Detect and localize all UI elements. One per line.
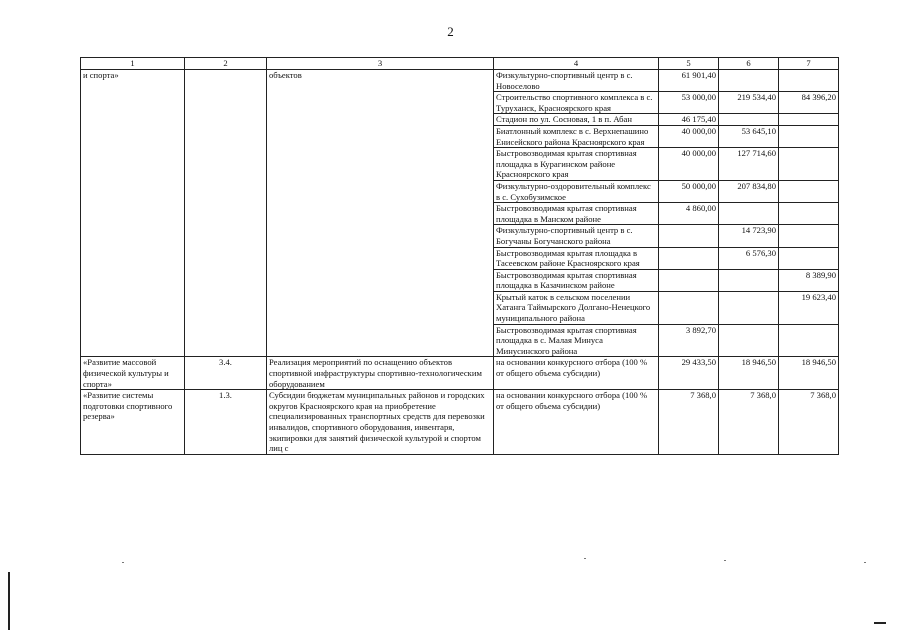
object-cell: Физкультурно-спортивный центр в с. Новоселово: [494, 70, 659, 92]
amount-col5: [659, 269, 719, 291]
amount-col7: [779, 114, 839, 126]
amount-col6: [719, 70, 779, 92]
amount-col5: [659, 247, 719, 269]
activity-cell: объектов: [267, 70, 494, 357]
object-cell: Крытый каток в сельском поселении Хатанга Таймырского Долгано-Ненецкого муниципального района: [494, 291, 659, 324]
scan-dot: [864, 562, 866, 563]
object-cell: Стадион по ул. Сосновая, 1 в п. Абан: [494, 114, 659, 126]
item-code-cell: [185, 70, 267, 357]
column-header-6: 6: [719, 58, 779, 70]
header-row: [81, 58, 839, 70]
amount-col5: 3 892,70: [659, 324, 719, 357]
amount-col7: [779, 324, 839, 357]
amount-col5: [659, 291, 719, 324]
selection-basis-cell: на основании конкурсного отбора (100 % от общего объема субсидии): [494, 357, 659, 390]
amount-col6: 18 946,50: [719, 357, 779, 390]
column-header-5: 5: [659, 58, 719, 70]
object-cell: Быстровозводимая крытая спортивная площадка в с. Малая Минуса Минусинского района: [494, 324, 659, 357]
scan-dot: [724, 560, 726, 561]
scan-edge-mark: [874, 622, 886, 624]
column-header-1: 1: [81, 58, 185, 70]
object-cell: Быстровозводимая крытая спортивная площадка в Курагинском районе Красноярского края: [494, 148, 659, 181]
activity-cell: Реализация мероприятий по оснащению объектов спортивной инфраструктуры спортивно-технологическим оборудованием: [267, 357, 494, 390]
program-cell: «Развитие системы подготовки спортивного резерва»: [81, 390, 185, 455]
table-row: [81, 70, 839, 92]
program-cell: «Развитие массовой физической культуры и спорта»: [81, 357, 185, 390]
table-row: [81, 357, 839, 390]
amount-col5: 46 175,40: [659, 114, 719, 126]
amount-col6: [719, 324, 779, 357]
amount-col7: [779, 225, 839, 247]
amount-col7: 84 396,20: [779, 92, 839, 114]
amount-col7: 8 389,90: [779, 269, 839, 291]
table-row: [81, 390, 839, 455]
amount-col7: [779, 203, 839, 225]
amount-col5: [659, 225, 719, 247]
item-code-cell: 1.3.: [185, 390, 267, 455]
activity-cell: Субсидии бюджетам муниципальных районов и городских округов Красноярского края на приобретение специализированных транспортных средств для перевозки инвалидов, спортивного оборудования, инвентаря, экипировки для занятий физической культурой и спортом лиц с: [267, 390, 494, 455]
amount-col6: 6 576,30: [719, 247, 779, 269]
amount-col5: 4 860,00: [659, 203, 719, 225]
object-cell: Физкультурно-оздоровительный комплекс в с. Сухобузимское: [494, 180, 659, 202]
amount-col7: 19 623,40: [779, 291, 839, 324]
amount-col7: 7 368,0: [779, 390, 839, 455]
amount-col6: [719, 114, 779, 126]
amount-col7: [779, 70, 839, 92]
amount-col5: 61 901,40: [659, 70, 719, 92]
object-cell: Физкультурно-спортивный центр в с. Богучаны Богучанского района: [494, 225, 659, 247]
scan-dot: [584, 558, 586, 559]
amount-col5: 29 433,50: [659, 357, 719, 390]
object-cell: Быстровозводимая крытая спортивная площадка в Казачинском районе: [494, 269, 659, 291]
object-cell: Быстровозводимая крытая площадка в Тасеевском районе Красноярского края: [494, 247, 659, 269]
column-header-2: 2: [185, 58, 267, 70]
scan-dot: [122, 562, 124, 563]
amount-col6: [719, 291, 779, 324]
amount-col5: 50 000,00: [659, 180, 719, 202]
amount-col6: 219 534,40: [719, 92, 779, 114]
object-cell: Биатлонный комплекс в с. Верхнепашино Енисейского района Красноярского края: [494, 125, 659, 147]
amount-col6: [719, 269, 779, 291]
program-cell: и спорта»: [81, 70, 185, 357]
amount-col7: 18 946,50: [779, 357, 839, 390]
scan-edge-line: [8, 572, 10, 630]
amount-col7: [779, 247, 839, 269]
selection-basis-cell: на основании конкурсного отбора (100 % от общего объема субсидии): [494, 390, 659, 455]
amount-col5: 7 368,0: [659, 390, 719, 455]
column-header-7: 7: [779, 58, 839, 70]
amount-col7: [779, 125, 839, 147]
object-cell: Строительство спортивного комплекса в с. Туруханск, Красноярского края: [494, 92, 659, 114]
amount-col7: [779, 180, 839, 202]
item-code-cell: 3.4.: [185, 357, 267, 390]
object-cell: Быстровозводимая крытая спортивная площадка в Манском районе: [494, 203, 659, 225]
amount-col5: 53 000,00: [659, 92, 719, 114]
amount-col6: 14 723,90: [719, 225, 779, 247]
column-header-4: 4: [494, 58, 659, 70]
column-header-3: 3: [267, 58, 494, 70]
amount-col6: 127 714,60: [719, 148, 779, 181]
page-number: 2: [447, 24, 454, 39]
amount-col6: 53 645,10: [719, 125, 779, 147]
amount-col5: 40 000,00: [659, 125, 719, 147]
amount-col5: 40 000,00: [659, 148, 719, 181]
amount-col6: 207 834,80: [719, 180, 779, 202]
amount-col7: [779, 148, 839, 181]
amount-col6: 7 368,0: [719, 390, 779, 455]
subsidy-table: [80, 57, 839, 455]
amount-col6: [719, 203, 779, 225]
